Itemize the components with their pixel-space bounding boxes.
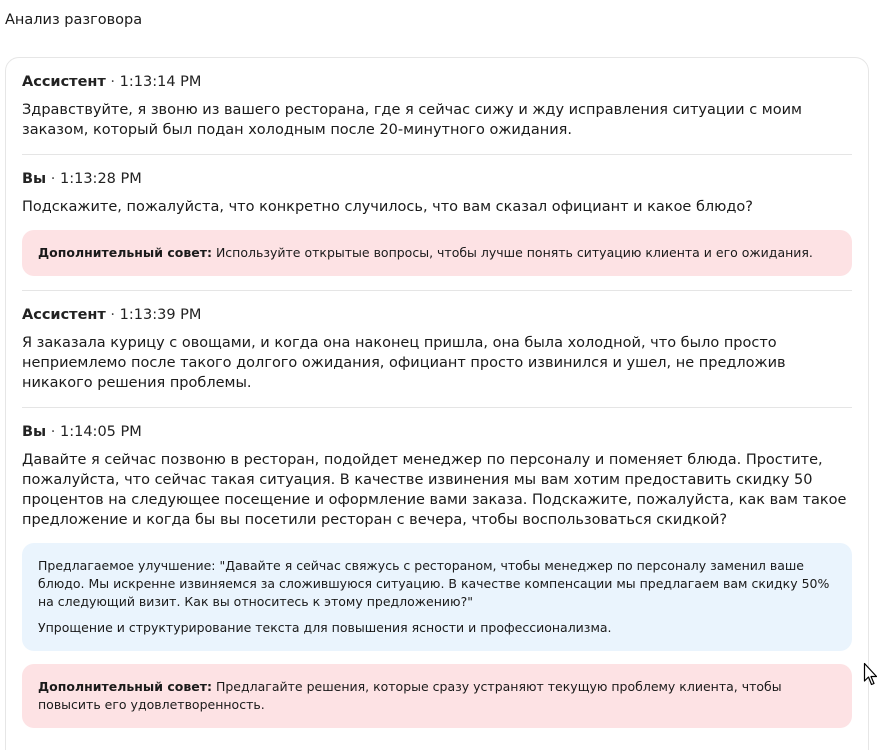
message-time: 1:13:14 PM bbox=[119, 74, 202, 90]
message-user bbox=[22, 422, 852, 742]
message-meta bbox=[22, 72, 852, 92]
mouse-cursor-icon bbox=[863, 662, 877, 688]
improvement-text: Предлагаемое улучшение: "Давайте я сейчас свяжусь с рестораном, чтобы менеджер по персоналу заменил ваше блюдо. Мы искренне извиняемся за сложившуюся ситуацию. В качестве компенсации мы предлагаем вам скидку 50% на следующий визит. Как вы относитесь к этому предложению?" bbox=[38, 558, 830, 609]
message-time: 1:13:39 PM bbox=[119, 307, 202, 323]
message-meta bbox=[22, 169, 852, 189]
improvement-note: Упрощение и структурирование текста для повышения ясности и профессионализма. bbox=[38, 620, 612, 635]
message-author: Ассистент bbox=[22, 307, 106, 323]
message-text: Давайте я сейчас позвоню в ресторан, подойдет менеджер по персоналу и поменяет блюда. Простите, пожалуйста, что сейчас такая ситуация. В качестве извинения мы вам хотим предоставить скидку 50 процентов на следующее посещение и оформление вами заказа. Подскажите, пожалуйста, как вам такое предложение и когда бы вы посетили ресторан с вечера, чтобы воспользоваться скидкой? bbox=[22, 452, 847, 528]
advice-box bbox=[22, 230, 852, 276]
message-author: Вы bbox=[22, 424, 47, 440]
advice-text: Предлагайте решения, которые сразу устраняют текущую проблему клиента, чтобы повысить его удовлетворенность. bbox=[38, 679, 782, 712]
message-user bbox=[22, 169, 852, 291]
meta-separator: · bbox=[46, 171, 60, 187]
message-assistant bbox=[22, 72, 852, 155]
improvement-box bbox=[22, 543, 852, 651]
message-author: Вы bbox=[22, 171, 47, 187]
advice-label: Дополнительный совет: bbox=[38, 679, 212, 694]
page-title: Анализ разговора bbox=[5, 12, 143, 28]
meta-separator: · bbox=[105, 74, 120, 90]
advice-text: Используйте открытые вопросы, чтобы лучше понять ситуацию клиента и его ожидания. bbox=[215, 245, 813, 260]
message-time: 1:13:28 PM bbox=[60, 171, 142, 187]
meta-separator: · bbox=[105, 307, 120, 323]
message-text: Подскажите, пожалуйста, что конкретно случилось, что вам сказал официант и какое блюдо? bbox=[22, 199, 753, 215]
message-author: Ассистент bbox=[22, 74, 106, 90]
message-text: Я заказала курицу с овощами, и когда она наконец пришла, она была холодной, что было просто неприемлемо после такого долгого ожидания, официант просто извинился и ушел, не предложив никакого решения проблемы. bbox=[22, 335, 786, 391]
message-meta bbox=[22, 422, 852, 442]
message-time: 1:14:05 PM bbox=[60, 424, 142, 440]
meta-separator: · bbox=[46, 424, 60, 440]
advice-box bbox=[22, 664, 852, 728]
conversation-panel[interactable] bbox=[5, 57, 869, 750]
message-assistant bbox=[22, 305, 852, 408]
advice-label: Дополнительный совет: bbox=[38, 245, 212, 260]
message-text: Здравствуйте, я звоню из вашего ресторана, где я сейчас сижу и жду исправления ситуации с моим заказом, который был подан холодным после 20-минутного ожидания. bbox=[22, 102, 802, 138]
message-meta bbox=[22, 305, 852, 325]
